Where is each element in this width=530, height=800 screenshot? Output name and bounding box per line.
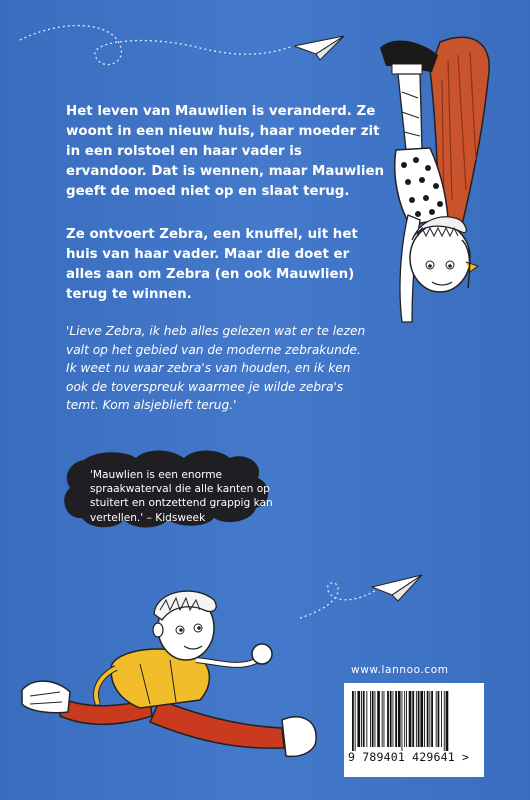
barcode-bar bbox=[404, 691, 405, 747]
barcode bbox=[344, 683, 484, 777]
barcode-bar bbox=[444, 691, 445, 751]
review-quote: 'Mauwlien is een enorme spraakwaterval die alle kanten op stuitert en ontzettend grappig kan vertellen.' – Kidsweek bbox=[90, 469, 273, 524]
barcode-bar bbox=[416, 691, 417, 747]
barcode-bar bbox=[363, 691, 365, 747]
barcode-bar bbox=[420, 691, 423, 747]
barcode-bar bbox=[429, 691, 430, 747]
barcode-bar bbox=[402, 691, 403, 751]
barcode-bar bbox=[384, 691, 385, 747]
barcode-bar bbox=[370, 691, 371, 747]
barcode-bar bbox=[357, 691, 360, 747]
barcode-bar bbox=[375, 691, 376, 747]
barcode-bar bbox=[446, 691, 449, 751]
barcode-bar bbox=[393, 691, 394, 747]
boy-running-illustration bbox=[22, 591, 316, 756]
barcode-bar bbox=[377, 691, 380, 747]
barcode-bar bbox=[366, 691, 367, 747]
barcode-bar bbox=[418, 691, 420, 747]
barcode-bar bbox=[398, 691, 401, 747]
barcode-bar bbox=[382, 691, 383, 747]
barcode-bar bbox=[355, 691, 356, 751]
flight-path-top bbox=[20, 26, 296, 65]
flight-path-middle bbox=[300, 583, 376, 618]
publisher-url-link[interactable]: www.lannoo.com bbox=[351, 664, 449, 676]
barcode-bar bbox=[431, 691, 433, 747]
barcode-bar bbox=[427, 691, 429, 747]
isbn-number: 9 789401 429641 > bbox=[348, 750, 470, 764]
paper-plane-top-icon bbox=[294, 36, 344, 60]
barcode-bar bbox=[387, 691, 389, 747]
barcode-bar bbox=[406, 691, 407, 747]
barcode-bar bbox=[395, 691, 397, 747]
barcode-bar bbox=[436, 691, 437, 747]
paper-plane-middle-icon bbox=[372, 575, 422, 601]
barcode-bar bbox=[412, 691, 414, 747]
barcode-bar bbox=[352, 691, 354, 751]
barcode-bar bbox=[441, 691, 442, 747]
barcode-bar bbox=[438, 691, 440, 747]
barcode-bar bbox=[390, 691, 392, 747]
blurb-paragraph-2: Ze ontvoert Zebra, een knuffel, uit het huis van haar vader. Maar die doet er alles aan om Zebra (en ook Mauwlien) terug te winnen. bbox=[66, 227, 358, 302]
barcode-bar bbox=[372, 691, 374, 747]
barcode-bar bbox=[361, 691, 362, 747]
barcode-bar bbox=[424, 691, 425, 747]
girl-upside-down-illustration bbox=[380, 37, 489, 322]
barcode-bar bbox=[409, 691, 412, 747]
blurb-paragraph-1: Het leven van Mauwlien is veranderd. Ze woont in een nieuw huis, haar moeder zit in een rolstoel en haar vader is ervandoor. Dat is wennen, maar Mauwlien geeft de moed niet op en slaat terug. bbox=[66, 104, 385, 199]
quote-text: 'Lieve Zebra, ik heb alles gelezen wat er te lezen valt op het gebied van de moderne zebrakunde. Ik weet nu waar zebra's van houden, en ik ken ook de toverspreuk waarmee je wilde zebra's temt. Kom alsjeblieft terug.' bbox=[66, 324, 366, 413]
